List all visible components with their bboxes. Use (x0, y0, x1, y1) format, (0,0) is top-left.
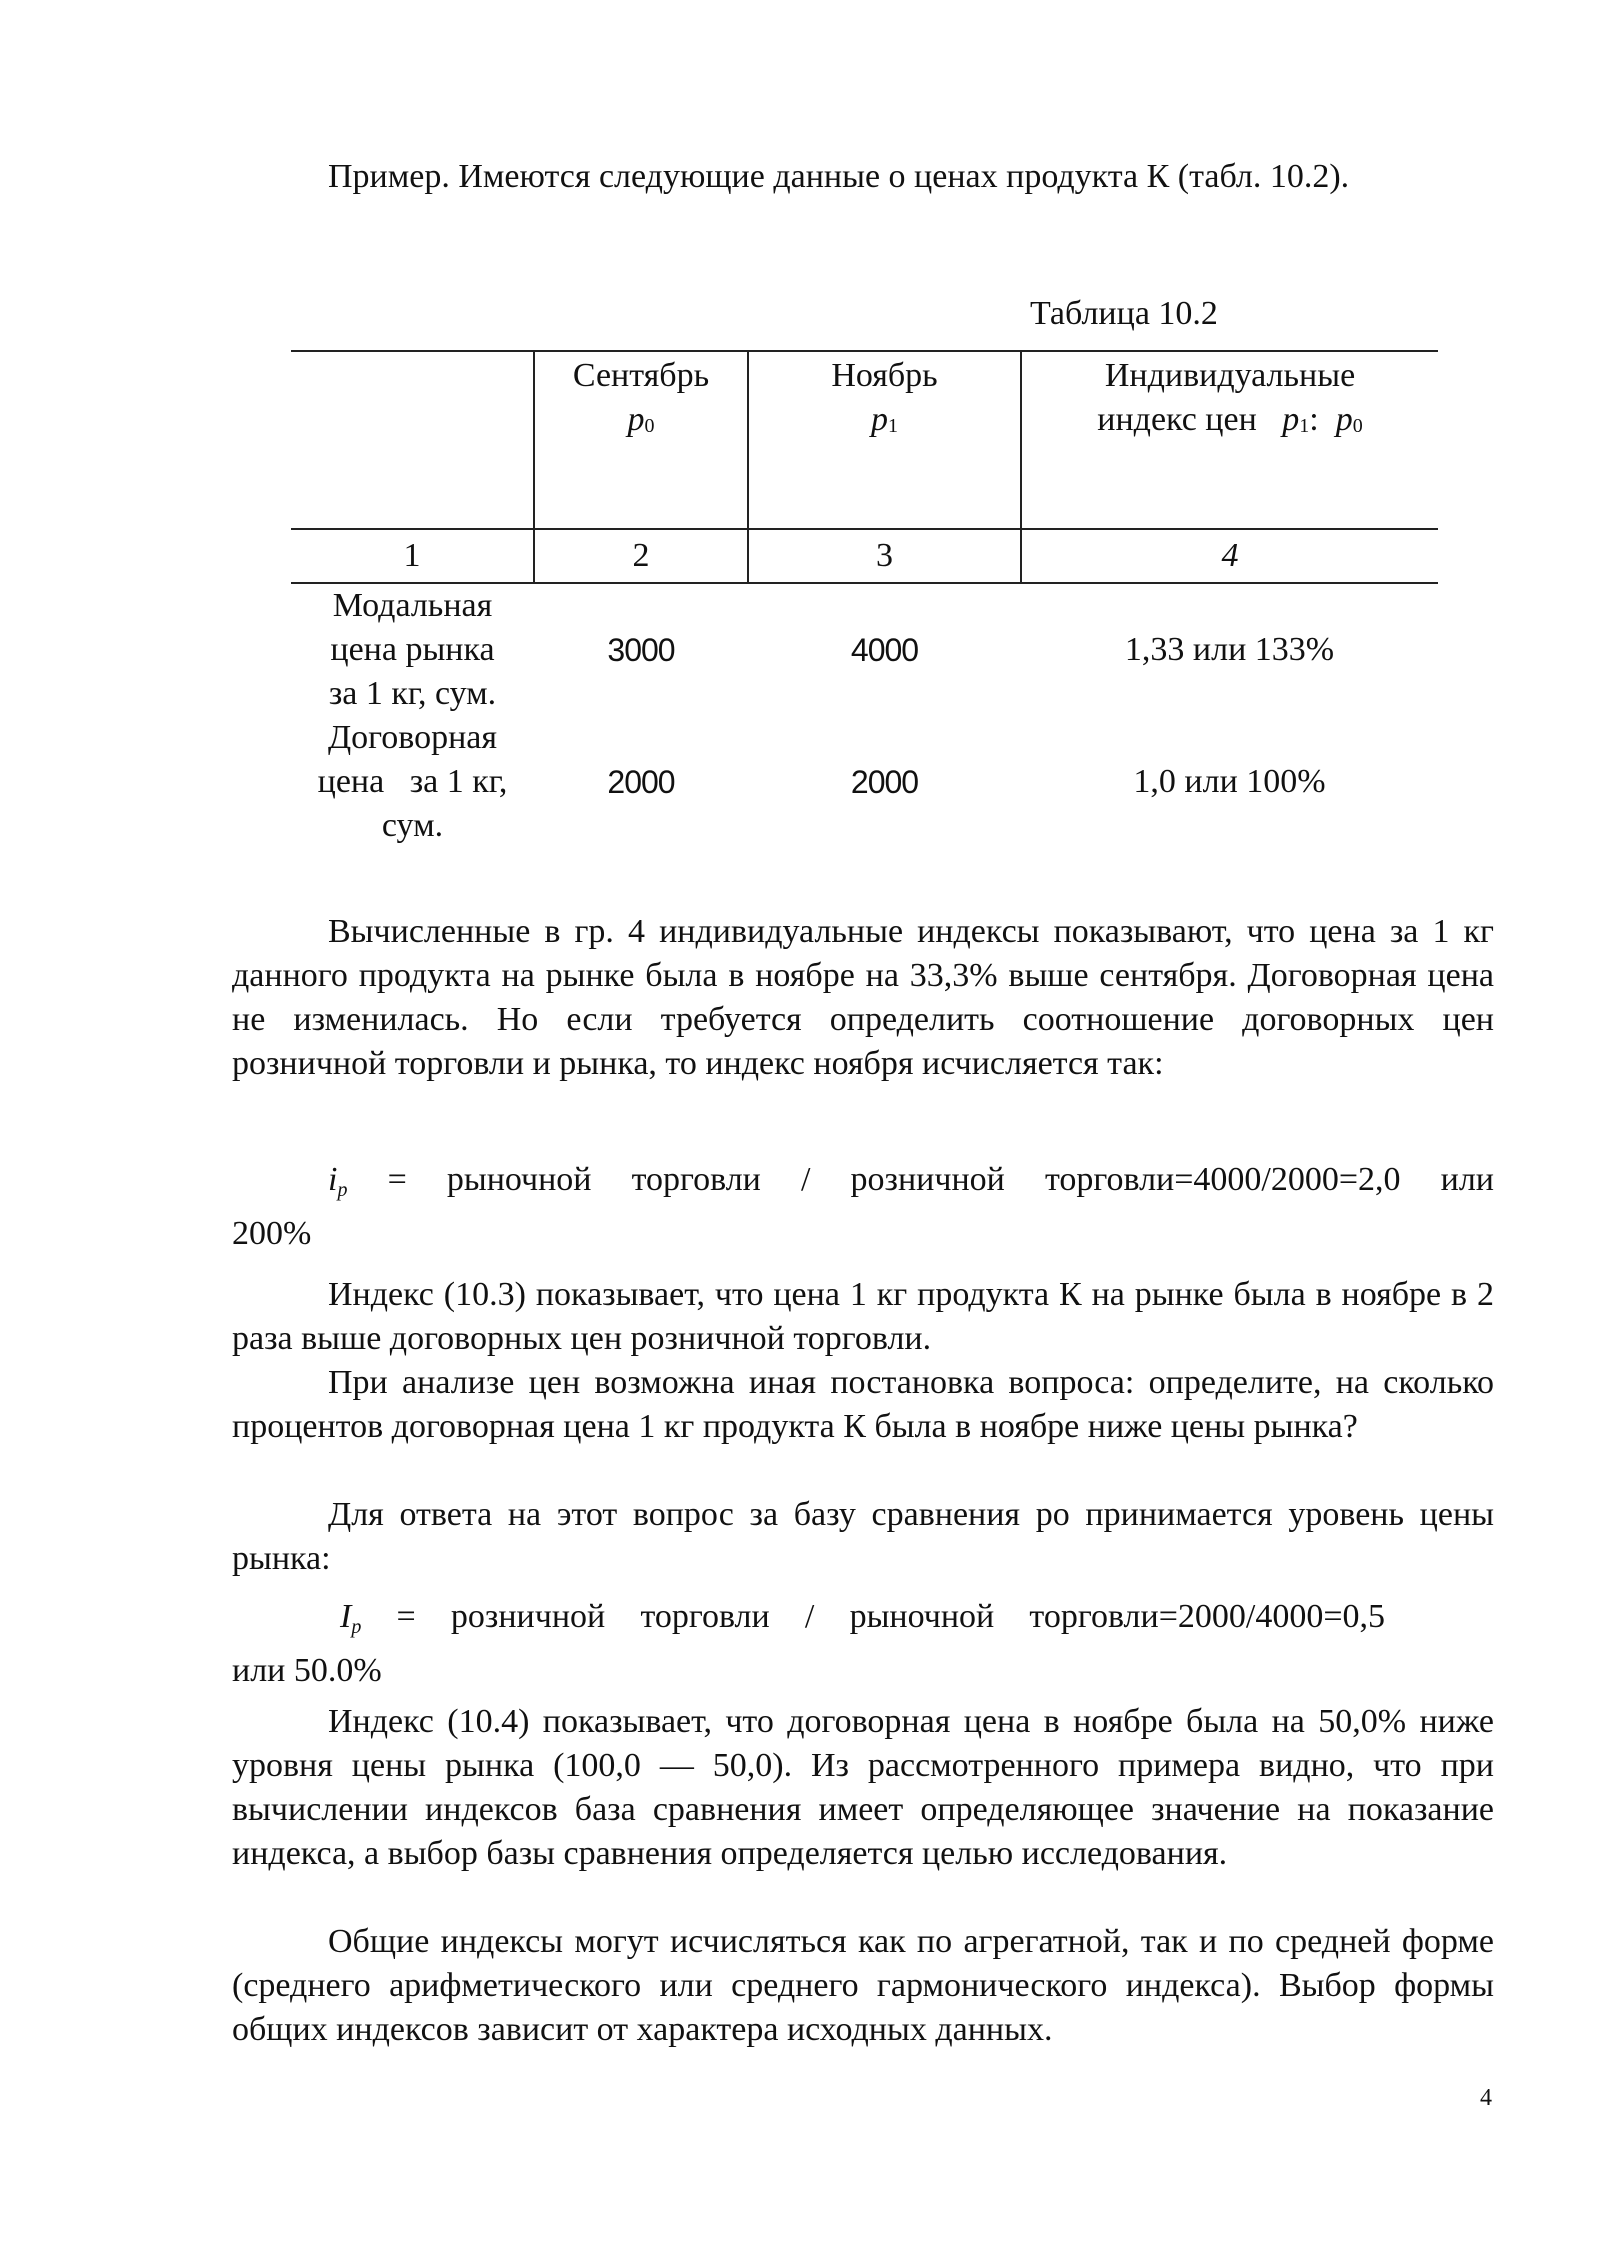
column-number: 1 (291, 529, 534, 583)
header-index-title: Индивидуальные (1104, 357, 1356, 394)
header-cell-november (748, 351, 1021, 529)
header-index-formula: индекс цен p1: p0 (1097, 401, 1363, 438)
cell-september: 3000 (607, 632, 675, 668)
paragraph-base: Для ответа на этот вопрос за базу сравнения ро принимается уровень цены рынка: (232, 1496, 1494, 1577)
cell-november: 4000 (850, 632, 919, 668)
table-header-row (291, 351, 1438, 529)
column-number: 2 (534, 529, 748, 583)
header-september-title: Сентябрь (572, 357, 710, 394)
formula-Ip-tail: или 50.0% (232, 1652, 382, 1689)
cell-september: 2000 (607, 764, 675, 800)
formula-ip-tail: 200% (232, 1215, 312, 1252)
cell-index: 1,33 или 133% (1124, 631, 1335, 668)
table-row-modal-price (291, 583, 1438, 716)
table-row-contract-price (291, 716, 1438, 848)
formula-ip-line: ip = рыночной торговли / розничной торговли=4000/2000=2,0 или (328, 1161, 1494, 1201)
paragraph-individual-indices: Вычисленные в гр. 4 индивидуальные индексы показывают, что цена за 1 кг данного продукта на рынке была в ноябре на 33,3% выше сентября. Договорная цена не изменилась. Но если требуется определить соотношение договорных цен розничной торговли и рынка, то индекс ноября исчисляется так: (232, 913, 1494, 1082)
formula-Ip-line: Ip = розничной торговли / рыночной торговли=2000/4000=0,5 (340, 1598, 1386, 1638)
paragraph-question: При анализе цен возможна иная постановка вопроса: определите, на сколько процентов договорная цена 1 кг продукта К была в ноябре ниже цены рынка? (232, 1364, 1494, 1445)
row-label: Модальная цена рынка за 1 кг, сум. (328, 587, 497, 712)
formula-ip (232, 1158, 1494, 1256)
table-caption: Таблица 10.2 (1030, 295, 1218, 332)
header-cell-september (534, 351, 748, 529)
formula-symbol: ip (328, 1161, 348, 1201)
header-november-title: Ноябрь (831, 357, 938, 394)
column-number: 3 (748, 529, 1021, 583)
formula-Ip (232, 1595, 1494, 1693)
header-september-symbol: p0 (627, 401, 655, 438)
header-cell-empty (291, 351, 534, 529)
paragraph-general-indices: Общие индексы могут исчисляться как по агрегатной, так и по средней форме (среднего арифметического или среднего гармонического индекса). Выбор формы общих индексов зависит от характера исходных данных. (232, 1923, 1494, 2048)
paragraph-index-10-3: Индекс (10.3) показывает, что цена 1 кг продукта К на рынке была в ноябре в 2 раза выше договорных цен розничной торговли. (232, 1276, 1494, 1357)
intro-paragraph: Пример. Имеются следующие данные о ценах продукта К (табл. 10.2). (328, 158, 1350, 195)
paragraph-index-10-4: Индекс (10.4) показывает, что договорная цена в ноябре была на 50,0% ниже уровня цены рынка (100,0 — 50,0). Из рассмотренного примера видно, что при вычислении индексов база сравнения имеет определяющее значение на показание индекса, а выбор базы сравнения определяется целью исследования. (232, 1703, 1494, 1872)
header-cell-index (1021, 351, 1438, 529)
formula-symbol: Ip (340, 1598, 362, 1638)
header-november-symbol: p1 (871, 401, 898, 438)
column-number: 4 (1021, 529, 1438, 583)
page-number: 4 (1480, 2085, 1492, 2111)
price-table (291, 350, 1438, 848)
row-label: Договорная цена за 1 кг, сум. (317, 719, 508, 844)
cell-november: 2000 (850, 764, 919, 800)
table-number-row (291, 529, 1438, 583)
cell-index: 1,0 или 100% (1133, 763, 1326, 800)
